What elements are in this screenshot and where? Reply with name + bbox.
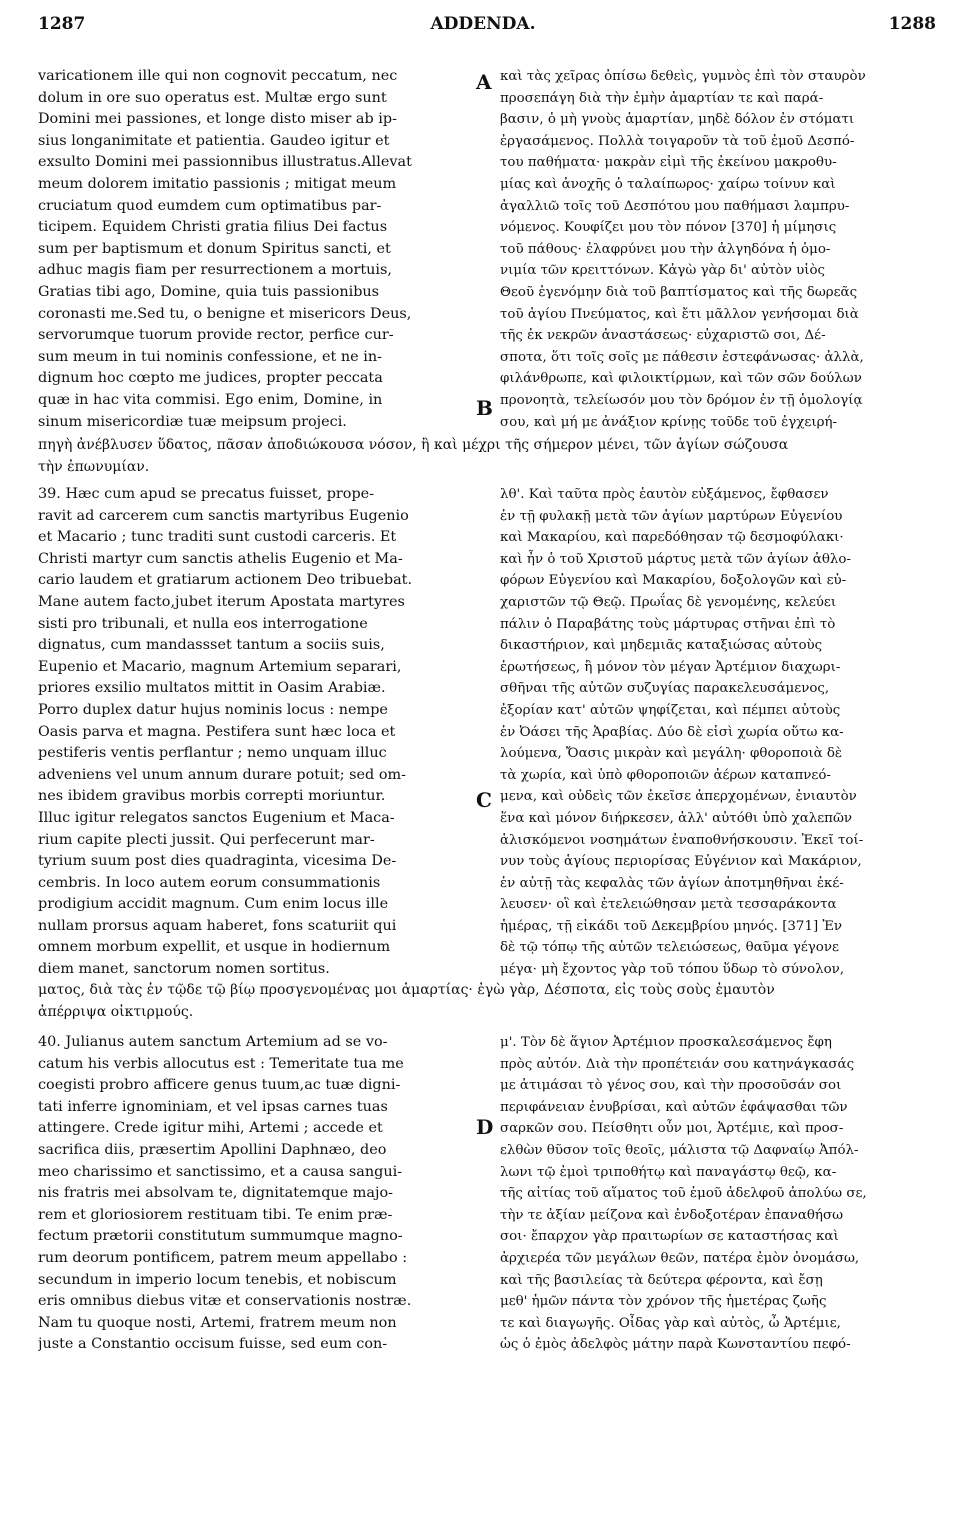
text-line: πάλιν ὁ Παραβάτης τοὺς μάρτυρας στῆναι ἐπὶ τὸ	[500, 616, 836, 632]
text-line: tyrium suum post dies quadraginta, vicesima De-	[38, 853, 397, 870]
text-line: rium capite plecti jussit. Qui perfecerunt mar-	[38, 831, 375, 848]
text-line: dignatus, cum mandassset tantum a sociis suis,	[38, 637, 385, 654]
text-line: νιμία τῶν κρειττόνων. Κἀγὼ γὰρ δι' αὐτὸν υἱὸς	[500, 263, 826, 279]
text-line: coronasti me.Sed tu, o benigne et misericors Deus,	[38, 305, 412, 322]
text-line: του παθήματα· μακρὰν εἰμὶ τῆς ἐκείνου μακροθυ-	[500, 155, 837, 171]
text-line: Eupenio et Macario, magnum Artemium separari,	[38, 658, 402, 675]
text-line: μίας καὶ ἀνοχῆς ὁ ταλαίπωρος· χαίρω τοίνυν καὶ	[500, 176, 836, 192]
text-line: ἐν Ὀάσει τῆς Ἀραβίας. Δύο δὲ εἰσὶ χωρία οὕτω κα-	[500, 724, 844, 740]
text-line: ὡς ὁ ἐμὸς ἀδελφὸς μάτην παρὰ Κωνσταντίου πεφό-	[500, 1337, 851, 1353]
text-line: sisti pro tribunali, et nulla eos interrogatione	[38, 615, 368, 632]
text-line: τε καὶ διαγωγῆς. Οἶδας γὰρ καὶ αὐτὸς, ὦ Ἀρτέμιε,	[500, 1315, 841, 1331]
latin-column-block-3	[38, 1032, 470, 1356]
text-line: nullam prorsus aquam haberet, fons scaturiit qui	[38, 917, 397, 934]
text-line: καὶ τῆς βασιλείας τὰ δεύτερα φέροντα, καὶ ἔσῃ	[500, 1272, 823, 1288]
text-line: βασιν, ὁ μὴ γνοὺς ἁμαρτίαν, μηδὲ δόλον ἐν στόματι	[500, 112, 855, 128]
greek-column-block-2	[500, 484, 936, 981]
text-line: Mane autem facto,jubet iterum Apostata martyres	[38, 593, 405, 610]
text-line: τῆς αἰτίας τοῦ αἵματος τοῦ ἐμοῦ ἀδελφοῦ ἀπολύω σε,	[500, 1186, 867, 1202]
text-line: τοῦ ἁγίου Πνεύματος, καὶ ἔτι μᾶλλον γενήσομαι διὰ	[500, 306, 859, 322]
text-line: μενα, καὶ οὐδεὶς τῶν ἐκεῖσε ἀπερχομένων, ἐνιαυτὸν	[500, 789, 857, 805]
text-line: nes ibidem gravibus morbis correpti moriuntur.	[38, 788, 386, 805]
text-line: με ἀτιμάσαι τὸ γένος σου, καὶ τὴν προσοῦσάν σοι	[500, 1078, 842, 1094]
text-line: ἐν τῇ φυλακῇ μετὰ τῶν ἁγίων μαρτύρων Εὐγενίου	[500, 508, 843, 524]
text-line: φόρων Εὐγενίου καὶ Μακαρίου, δοξολογῶν καὶ εὐ-	[500, 573, 847, 589]
text-line: adhuc magis fiam per resurrectionem a mortuis,	[38, 262, 392, 279]
text-line: 39. Hæc cum apud se precatus fuisset, prope-	[38, 486, 375, 502]
text-line: μ'. Τὸν δὲ ἅγιον Ἀρτέμιον προσκαλεσάμενος ἔφη	[500, 1035, 832, 1050]
text-line: rum deorum pontificem, patrem meum appellabo :	[38, 1249, 408, 1266]
text-line: νυν τοὺς ἁγίους περιορίσας Εὐγένιον καὶ Μακάριον,	[500, 854, 862, 870]
text-line: sum meum in tui nominis confessione, et ne in-	[38, 348, 382, 365]
text-line: σου, καὶ μή με ἀνάξιον κρίνῃς τοῦδε τοῦ ἐγχειρή-	[500, 414, 838, 430]
text-line: καὶ Μακαρίου, καὶ παρεδόθησαν τῷ δεσμοφύλακι·	[500, 530, 844, 546]
text-line: Oasis parva et magna. Pestifera sunt hæc loca et	[38, 723, 396, 740]
section-marker-b: B	[476, 396, 493, 420]
text-line: cembris. In loco autem eorum consummationis	[38, 874, 381, 891]
greek-column-block-1	[500, 66, 936, 433]
text-line: λευσεν· οἳ καὶ ἐτελειώθησαν μετὰ τεσσαράκοντα	[500, 897, 837, 913]
text-line: Porro duplex datur hujus nominis locus : nempe	[38, 701, 388, 718]
text-line: προνοητὰ, τελείωσόν μου τὸν δρόμον ἐν τῇ ὁμολογίᾳ	[500, 392, 863, 408]
text-line: τοῦ πάθους· ἐλαφρύνει μου τὴν ἀλγηδόνα ἡ ὁμο-	[500, 241, 831, 257]
text-line: λθ'. Καὶ ταῦτα πρὸς ἑαυτὸν εὐξάμενος, ἔφθασεν	[500, 487, 829, 502]
text-line: ἀγαλλιῶ τοῖς τοῦ Δεσπότου μου παθήμασι λαμπρυ-	[500, 198, 850, 214]
text-line: προσεπάγη διὰ τὴν ἐμὴν ἁμαρτίαν τε καὶ παρά-	[500, 90, 824, 106]
spanning-text-1	[38, 435, 936, 478]
text-line: catum his verbis allocutus est : Temeritate tua me	[38, 1055, 404, 1072]
text-line: diem manet, sanctorum nomen sortitus.	[38, 961, 330, 978]
page-title: ADDENDA.	[430, 14, 536, 34]
section-marker-a: A	[476, 70, 492, 94]
text-line: priores exsilio multatos mittit in Oasim Arabiæ.	[38, 680, 386, 697]
text-line: λωνι τῷ ἐμοὶ τριποθήτῳ καὶ παναγάστῳ θεῷ, κα-	[500, 1164, 837, 1180]
text-line: πρὸς αὐτόν. Διὰ τὴν προπέτειάν σου κατηνάγκασάς	[500, 1056, 855, 1072]
text-line: καὶ τὰς χεῖρας ὀπίσω δεθεὶς, γυμνὸς ἐπὶ τὸν σταυρὸν	[500, 69, 866, 84]
text-line: Gratias tibi ago, Domine, quia tuis passionibus	[38, 283, 380, 300]
section-marker-d: D	[476, 1115, 494, 1139]
text-line: tati inferre ignominiam, et vel ipsas carnes tuas	[38, 1098, 388, 1115]
text-line: ἁλισκόμενοι νοσημάτων ἐναποθνήσκουσιν. Ἐκεῖ τοί-	[500, 832, 864, 848]
text-line: περιφάνειαν ἐνυβρίσαι, καὶ αὐτῶν ἐφάψασθαι τῶν	[500, 1099, 848, 1115]
text-line: secundum in imperio locum tenebis, et nobiscum	[38, 1271, 397, 1288]
text-line: servorumque tuorum provide rector, perfice cur-	[38, 327, 394, 344]
text-line: ματος, διὰ τὰς ἐν τῷδε τῷ βίῳ προσγενομένας μοι ἁμαρτίας· ἐγὼ γὰρ, Δέσποτα, εἰς τοὺς σοὺς ἐμαυτὸν	[38, 982, 775, 998]
text-line: νόμενος. Κουφίζει μου τὸν πόνον [370] ἡ μίμησις	[500, 220, 837, 236]
text-line: τὴν τε ἀξίαν μείζονα καὶ ἐνδοξοτέραν ἐπαναθήσω	[500, 1207, 844, 1223]
text-line: eris omnibus diebus vitæ et conservationis nostræ.	[38, 1293, 412, 1310]
text-line: rem et gloriosiorem restituam tibi. Te enim præ-	[38, 1206, 393, 1223]
spanning-text-2	[38, 980, 936, 1023]
text-line: juste a Constantio occisum fuisse, sed eum con-	[38, 1336, 388, 1353]
text-line: exsulto Domini mei passionnibus illustratus.Allevat	[38, 154, 412, 171]
text-line: quæ in hac vita commisi. Ego enim, Domine, in	[38, 391, 383, 408]
text-line: prodigium accidit magnum. Cum enim locus ille	[38, 896, 389, 913]
text-line: dignum hoc cœpto me judices, propter peccata	[38, 370, 383, 387]
text-line: Θεοῦ ἐγενόμην διὰ τοῦ βαπτίσματος καὶ τῆς δωρεᾶς	[500, 284, 858, 300]
text-line: Nam tu quoque nosti, Artemi, fratrem meum non	[38, 1314, 397, 1331]
text-line: τὴν ἐπωνυμίαν.	[38, 458, 150, 475]
text-line: σποτα, ὅτι τοῖς σοῖς με πάθεσιν ἐστεφάνωσας· ἀλλὰ,	[500, 349, 864, 365]
text-line: μεθ' ἡμῶν πάντα τὸν χρόνον τῆς ἡμετέρας ζωῆς	[500, 1294, 827, 1310]
text-line: pestiferis ventis perflantur ; nemo unquam illuc	[38, 745, 387, 762]
text-line: Domini mei passiones, et longe disto miser ab ip-	[38, 111, 397, 128]
text-line: coegisti probro afficere genus tuum,ac tuæ digni-	[38, 1077, 401, 1094]
text-line: σοι· ἔπαρχον γὰρ πραιτωρίων σε καταστήσας καὶ	[500, 1229, 839, 1245]
right-page-number: 1288	[888, 14, 936, 34]
text-line: attingere. Crede igitur mihi, Artemi ; accede et	[38, 1120, 383, 1137]
text-line: δὲ τῷ τόπῳ τῆς αὐτῶν τελειώσεως, θαῦμα γέγονε	[500, 940, 839, 956]
text-line: τὰ χωρία, καὶ ὑπὸ φθοροποιῶν ἀέρων καταπνεό-	[500, 767, 831, 783]
text-line: omnem morbum expellit, et usque in hodiernum	[38, 939, 391, 956]
text-line: ἐρωτήσεως, ἢ μόνον τὸν μέγαν Ἀρτέμιον διαχωρι-	[500, 659, 841, 675]
text-line: ἕνα καὶ μόνον διήρκεσεν, ἀλλ' αὐτόθι ὑπὸ χαλεπῶν	[500, 810, 853, 826]
text-line: ἡμέρας, τῇ εἰκάδι τοῦ Δεκεμβρίου μηνός. [371] Ἐν	[500, 918, 843, 934]
left-page-number: 1287	[38, 14, 86, 34]
text-line: 40. Julianus autem sanctum Artemium ad se vo-	[38, 1034, 388, 1050]
text-line: ἐργασάμενος. Πολλὰ τοιγαροῦν τὰ τοῦ ἐμοῦ Δεσπό-	[500, 133, 855, 149]
text-line: meo charissimo et sanctissimo, et a causa sangui-	[38, 1163, 403, 1180]
text-line: cario laudem et gratiarum actionem Deo tribuebat.	[38, 572, 413, 589]
text-line: sius longanimitate et patientia. Gaudeo igitur et	[38, 132, 390, 149]
text-line: nis fratris mei absolvam te, dignitatemque majo-	[38, 1185, 393, 1202]
text-line: meum dolorem imitatio passionis ; mitigat meum	[38, 175, 397, 192]
text-line: ἀπέρριψα οἰκτιρμούς.	[38, 1003, 194, 1020]
text-line: χαριστῶν τῷ Θεῷ. Πρωΐας δὲ γενομένης, κελεύει	[500, 594, 837, 610]
text-line: καὶ ἦν ὁ τοῦ Χριστοῦ μάρτυς μετὰ τῶν ἁγίων ἀθλο-	[500, 551, 851, 567]
text-line: ελθὼν θῦσον τοῖς θεοῖς, μάλιστα τῷ Δαφναίῳ Ἀπόλ-	[500, 1142, 859, 1158]
text-line: sum per baptismum et donum Spiritus sancti, et	[38, 240, 391, 257]
text-line: σαρκῶν σου. Πείσθητι οὖν μοι, Ἀρτέμιε, καὶ προσ-	[500, 1121, 844, 1137]
latin-column-block-2	[38, 484, 470, 981]
greek-column-block-3	[500, 1032, 936, 1356]
text-line: ἐξορίαν κατ' αὐτῶν ψηφίζεται, καὶ πέμπει αὐτοὺς	[500, 702, 841, 718]
text-line: ticipem. Equidem Christi gratia filius Dei factus	[38, 219, 388, 236]
text-line: μέγα· μὴ ἔχοντος γὰρ τοῦ τόπου ὕδωρ τὸ σύνολον,	[500, 962, 845, 978]
text-line: φιλάνθρωπε, καὶ φιλοικτίρμων, καὶ τῶν σῶν δούλων	[500, 371, 862, 387]
text-line: ἐν αὐτῇ τὰς κεφαλὰς τῶν ἁγίων ἀποτμηθῆναι ἐκέ-	[500, 875, 844, 891]
text-line: varicationem ille qui non cognovit peccatum, nec	[38, 68, 398, 84]
text-line: σθῆναι τῆς αὐτῶν συζυγίας παρακελευσάμενος,	[500, 681, 830, 697]
text-line: et Macario ; tunc traditi sunt custodi carceris. Et	[38, 529, 397, 546]
text-line: ἀρχιερέα τῶν μεγάλων θεῶν, πατέρα ἐμὸν ὀνομάσω,	[500, 1250, 860, 1266]
latin-column-block-1	[38, 66, 470, 433]
text-line: dolum in ore suo operatus est. Multæ ergo sunt	[38, 89, 387, 106]
text-line: sacrifica diis, præsertim Apollini Daphnæo, deo	[38, 1141, 387, 1158]
text-line: cruciatum quod eumdem cum optimatibus par-	[38, 197, 382, 214]
text-line: sinum misericordiæ tuæ meipsum projeci.	[38, 413, 347, 430]
text-line: ravit ad carcerem cum sanctis martyribus Eugenio	[38, 507, 409, 524]
text-line: τῆς ἐκ νεκρῶν ἀναστάσεως· εὐχαριστῶ σοι, Δέ-	[500, 328, 826, 344]
text-line: πηγὴ ἀνέβλυσεν ὕδατος, πᾶσαν ἀποδιώκουσα νόσον, ἢ καὶ μέχρι τῆς σήμερον μένει, τῶν ἁγίων σώζουσα	[38, 437, 789, 453]
text-line: λούμενα, Ὄασις μικρὰν καὶ μεγάλη· φθοροποιὰ δὲ	[500, 746, 843, 762]
text-line: Christi martyr cum sanctis athelis Eugenio et Ma-	[38, 550, 403, 567]
section-marker-c: C	[476, 788, 492, 812]
text-line: adveniens vel unum annum durare potuit; sed om-	[38, 766, 407, 783]
text-line: fectum prætorii constitutum summumque magno-	[38, 1228, 403, 1245]
text-line: δικαστήριον, καὶ μηδεμιᾶς καταξιώσας αὐτοὺς	[500, 638, 823, 654]
text-line: Illuc igitur relegatos sanctos Eugenium et Maca-	[38, 809, 395, 826]
